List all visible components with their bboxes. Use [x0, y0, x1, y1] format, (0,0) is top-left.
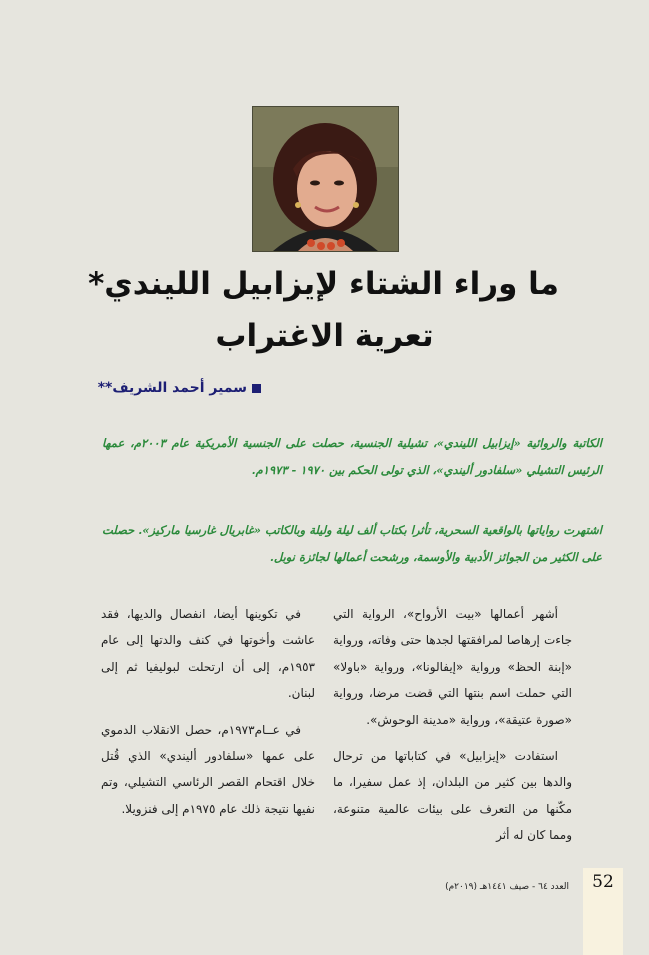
issue-info: العدد ٦٤ - صيف ١٤٤١هـ (٢٠١٩م)	[445, 882, 569, 892]
author-name: سمير أحمد الشريف**	[97, 380, 247, 396]
article-title-line-1: ما وراء الشتاء لإيزابيل الليندي*	[88, 266, 559, 302]
intro-paragraph-2: اشتهرت رواياتها بالواقعية السحرية، تأثرا بكتاب ألف ليلة وليلة وبالكاتب «غابريال غارسيا ماركيز». حصلت على الكثير من الجوائز الأدبية والأوسمة، ورشحت أعمالها لجائزة نوبل.	[102, 523, 602, 564]
author-portrait-image	[253, 107, 398, 251]
author-photo	[252, 106, 399, 252]
body-column-right	[333, 601, 572, 849]
page-number: 52	[592, 872, 614, 892]
body-column-left	[101, 601, 315, 822]
body-paragraph: في عــام١٩٧٣م، حصل الانقلاب الدموي على عمها «سلفادور أليندي» الذي قُتل خلال اقتحام القصر الرئاسي التشيلي، وتم نفيها نتيجة ذلك عام ١٩٧٥م إلى فنزويلا.	[101, 722, 315, 816]
body-paragraph: أشهر أعمالها «بيت الأرواح»، الرواية التي جاءت إرهاصا لمرافقتها لجدها حتى وفاته، ورواية «إبنة الحظ» ورواية «إيفالونا»، ورواية «باولا» التي حملت اسم بنتها التي قضت مرضا، ورواية «صورة عتيقة»، ورواية «مدينة الوحوش».	[333, 607, 572, 727]
body-paragraph: في تكوينها أيضا، انفصال والديها، فقد عاشت وأخوتها في كنف والدتها إلى عام ١٩٥٣م، إلى أن ارتحلت لبوليفيا ثم إلى لبنان.	[101, 607, 315, 701]
intro-paragraph-1: الكاتبة والروائية «إيزابيل الليندي»، تشيلية الجنسية، حصلت على الجنسية الأمريكية عام ٢٠٠٣م، عمها الرئيس التشيلي «سلفادور أليندي»، الذي تولى الحكم بين ١٩٧٠ - ١٩٧٣م.	[102, 436, 602, 477]
author-byline	[98, 380, 261, 396]
body-paragraph: استفادت «إيزابيل» في كتاباتها من ترحال والدها بين كثير من البلدان، إذ عمل سفيرا، ما مكّنها من التعرف على بيئات عالمية متنوعة، ومما كان له أثر	[333, 749, 572, 843]
byline-bullet-icon	[252, 384, 261, 393]
article-title-line-2: تعرية الاغتراب	[215, 318, 434, 354]
